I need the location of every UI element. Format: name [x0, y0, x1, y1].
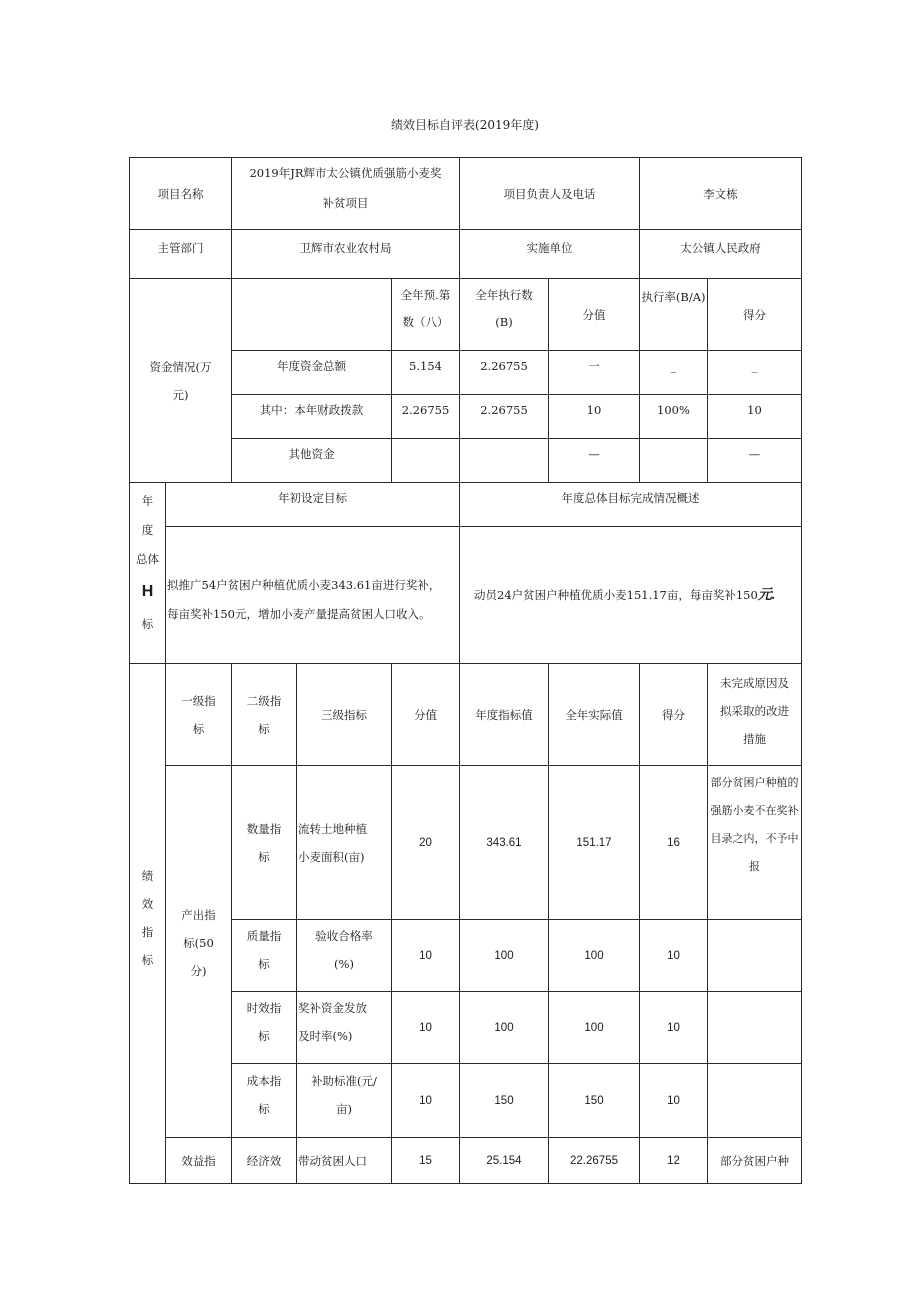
- timeliness-level3: 奖补资金发放 及时率(%): [297, 992, 392, 1064]
- funds-header-rate: 执行率(B/A): [640, 279, 708, 351]
- timeliness-reason: [708, 992, 802, 1064]
- cost-score: 10: [640, 1064, 708, 1138]
- quantity-target: 343.61: [460, 766, 549, 920]
- project-name-label: 项目名称: [130, 158, 232, 230]
- quantity-score: 16: [640, 766, 708, 920]
- quality-level2: 质量指 标: [232, 920, 297, 992]
- cost-level3: 补助标准(元/ 亩): [297, 1064, 392, 1138]
- completion-text: [474, 581, 775, 610]
- benefit-level1: 效益指: [166, 1138, 232, 1184]
- funds-header-blank: [232, 279, 392, 351]
- quality-actual: 100: [549, 920, 640, 992]
- indicator-header-level3: 三级指标: [297, 664, 392, 766]
- overall-goal-label-line: 标: [141, 617, 154, 631]
- project-owner-label: 项目负责人及电话: [460, 158, 640, 230]
- quality-score: 10: [640, 920, 708, 992]
- department-label: 主管部门: [130, 230, 232, 279]
- funds-fiscal-rate: 100%: [640, 395, 708, 439]
- project-name-value: 2019年JR辉市太公镇优质强筋小麦奖 补贫项目: [232, 158, 460, 230]
- funds-header-budget: 全年预.第 数（八）: [392, 279, 460, 351]
- completion-end: 元.: [757, 587, 776, 603]
- indicator-header-reason: 未完成原因及 拟采取的改进 措施: [708, 664, 802, 766]
- completion-header: 年度总体目标完成情况概述: [460, 483, 802, 527]
- timeliness-score-max: 10: [392, 992, 460, 1064]
- completion-main: 动员24户贫困户种植优质小麦151.17亩，每亩奖补150: [474, 587, 758, 602]
- page-title: 绩效目标自评表(2019年度): [391, 118, 539, 132]
- cost-reason: [708, 1064, 802, 1138]
- funds-fiscal-score-max: 10: [549, 395, 640, 439]
- indicator-header-actual: 全年实际值: [549, 664, 640, 766]
- benefit-level2: 经济效: [232, 1138, 297, 1184]
- benefit-score: 12: [640, 1138, 708, 1184]
- quality-target: 100: [460, 920, 549, 992]
- quality-level3: 验收合格率 (%): [297, 920, 392, 992]
- project-owner-value: 李文栋: [640, 158, 802, 230]
- overall-goal-label-line: 年: [141, 494, 154, 508]
- funds-other-executed: [460, 439, 549, 483]
- cost-level2: 成本指 标: [232, 1064, 297, 1138]
- benefit-reason: 部分贫困户种: [708, 1138, 802, 1184]
- funds-total-item: 年度资金总额: [232, 351, 392, 395]
- timeliness-level2: 时效指 标: [232, 992, 297, 1064]
- indicators-label: 绩 效 指 标: [130, 664, 166, 1184]
- overall-goal-label-line: 总体: [136, 552, 159, 566]
- funds-other-rate: [640, 439, 708, 483]
- funds-total-executed: 2.26755: [460, 351, 549, 395]
- funds-total-score-max: 一: [549, 351, 640, 395]
- funds-header-score: 得分: [708, 279, 802, 351]
- overall-goal-label: [130, 483, 166, 664]
- funds-other-score-max: —: [549, 439, 640, 483]
- indicator-header-level2: 二级指 标: [232, 664, 297, 766]
- timeliness-target: 100: [460, 992, 549, 1064]
- target-text: 拟推广54户贫困户种植优质小麦343.61亩进行奖补， 每亩奖补150元，增加小麦产量提高贫困人口收入。: [166, 527, 460, 664]
- quantity-level3: 流转土地种植 小麦面积(亩): [297, 766, 392, 920]
- funds-header-executed: 全年执行数 (B): [460, 279, 549, 351]
- funds-fiscal-budget: 2.26755: [392, 395, 460, 439]
- funds-total-rate: _: [640, 351, 708, 395]
- funds-total-budget: 5.154: [392, 351, 460, 395]
- benefit-target: 25.154: [460, 1138, 549, 1184]
- quantity-level2: 数量指 标: [232, 766, 297, 920]
- funds-other-budget: [392, 439, 460, 483]
- funds-fiscal-executed: 2.26755: [460, 395, 549, 439]
- output-indicator-group: 产出指 标(50 分): [166, 766, 232, 1138]
- completion-cell: [460, 527, 802, 664]
- funds-label: 资金情况(万 元): [130, 279, 232, 483]
- benefit-actual: 22.26755: [549, 1138, 640, 1184]
- cost-target: 150: [460, 1064, 549, 1138]
- funds-other-item: 其他资金: [232, 439, 392, 483]
- timeliness-actual: 100: [549, 992, 640, 1064]
- quantity-score-max: 20: [392, 766, 460, 920]
- quantity-reason: 部分贫困户种植的 强筋小麦不在奖补 目录之内，不予中 报: [708, 766, 802, 920]
- quantity-actual: 151.17: [549, 766, 640, 920]
- target-header: 年初设定目标: [166, 483, 460, 527]
- indicator-header-score: 得分: [640, 664, 708, 766]
- overall-goal-label-line: 度: [141, 523, 154, 537]
- timeliness-score: 10: [640, 992, 708, 1064]
- department-value: 卫辉市农业农村局: [232, 230, 460, 279]
- cost-score-max: 10: [392, 1064, 460, 1138]
- implementing-unit-value: 太公镇人民政府: [640, 230, 802, 279]
- overall-goal-label-line: H: [141, 583, 154, 600]
- cost-actual: 150: [549, 1064, 640, 1138]
- funds-fiscal-item: 其中：本年财政拨款: [232, 395, 392, 439]
- funds-header-score-max: 分值: [549, 279, 640, 351]
- implementing-unit-label: 实施单位: [460, 230, 640, 279]
- quality-reason: [708, 920, 802, 992]
- funds-total-score: _: [708, 351, 802, 395]
- funds-fiscal-score: 10: [708, 395, 802, 439]
- indicator-header-level1: 一级指 标: [166, 664, 232, 766]
- funds-other-score: —: [708, 439, 802, 483]
- benefit-level3: 带动贫困人口: [297, 1138, 392, 1184]
- indicator-header-score-max: 分值: [392, 664, 460, 766]
- benefit-score-max: 15: [392, 1138, 460, 1184]
- indicator-header-target: 年度指标值: [460, 664, 549, 766]
- quality-score-max: 10: [392, 920, 460, 992]
- evaluation-table: [129, 157, 802, 1184]
